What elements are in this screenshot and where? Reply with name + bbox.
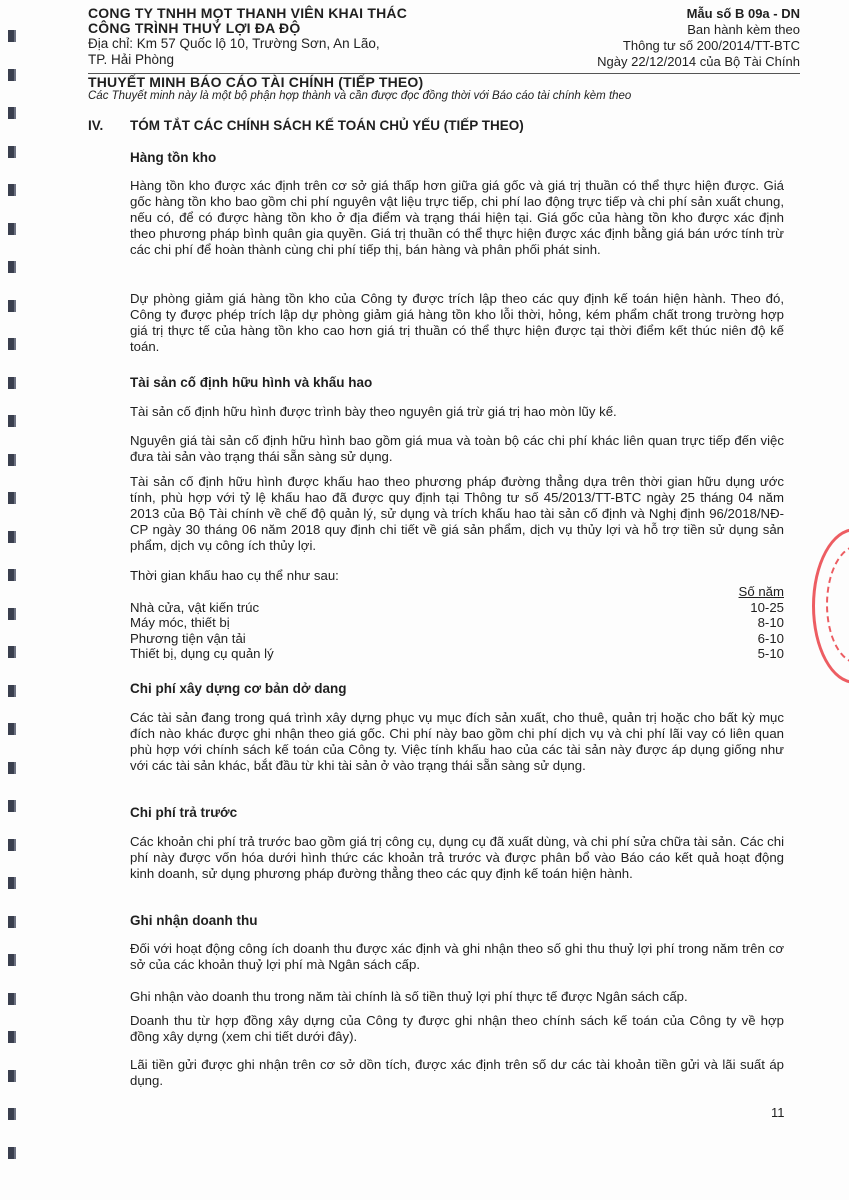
issued-with: Ban hành kèm theo	[687, 22, 800, 37]
paragraph-inventory-1: Hàng tồn kho được xác định trên cơ sở giá thấp hơn giữa giá gốc và giá trị thuần có thể thực hiện được. Giá gốc hàng tồn kho bao gồm chi phí nguyên vật liệu trực tiếp, chi phí lao động trực tiếp và chi phí sản xuất chung, nếu có, để có được hàng tồn kho ở địa điểm và trạng thái hiện tại. Giá gốc của hàng tồn kho được xác định theo phương pháp bình quân gia quyền. Giá trị thuần có thể thực hiện được xác định bằng giá bán ước tính trừ các chi phí để hoàn thành cùng chi phí tiếp thị, bán hàng và phân phối phát sinh.	[130, 178, 784, 257]
document-title: THUYẾT MINH BÁO CÁO TÀI CHÍNH (TIẾP THEO)	[88, 74, 424, 90]
paragraph-fixed-assets-3: Tài sản cố định hữu hình được khấu hao theo phương pháp đường thẳng dựa trên thời gian hữu dụng ước tính, phù hợp với tỷ lệ khấu hao đã được quy định tại Thông tư số 45/2013/TT-BTC ngày 25 tháng 04 năm 2013 của Bộ Tài chính về chế độ quản lý, sử dụng và trích khấu hao tài sản cố định và Nghị định 96/2018/NĐ-CP ngày 30 tháng 06 năm 2018 quy định chi tiết về giá sản phẩm, dịch vụ thủy lợi và hỗ trợ tiền sử dụng sản phẩm, dịch vụ công ích thủy lợi.	[130, 474, 784, 553]
row-years: 6-10	[757, 630, 784, 646]
row-label: Phương tiện vận tải	[130, 630, 246, 646]
form-number: Mẫu số B 09a - DN	[686, 6, 800, 21]
paragraph-fixed-assets-2: Nguyên giá tài sản cố định hữu hình bao gồm giá mua và toàn bộ các chi phí khác liên quan trực tiếp đến việc đưa tài sản vào trạng thái sẵn sàng sử dụng.	[130, 433, 784, 464]
document-header	[88, 6, 800, 70]
paragraph-inventory-2: Dự phòng giảm giá hàng tồn kho của Công ty được trích lập theo các quy định kế toán hiện hành. Theo đó, Công ty được phép trích lập dự phòng giảm giá hàng tồn kho lỗi thời, hỏng, kém phẩm chất trong trường hợp giá trị thực tế của hàng tồn kho cao hơn giá trị thuần có thể thực hiện được tại thời điểm kết thúc niên độ kế toán.	[130, 291, 784, 354]
heading-revenue: Ghi nhận doanh thu	[130, 913, 258, 928]
row-years: 5-10	[757, 646, 784, 661]
section-title: TÓM TẮT CÁC CHÍNH SÁCH KẾ TOÁN CHỦ YẾU (TIẾP THEO)	[130, 118, 524, 133]
page-number: 11	[771, 1105, 785, 1120]
heading-construction: Chi phí xây dựng cơ bản dở dang	[130, 681, 347, 696]
paragraph-revenue-4: Lãi tiền gửi được ghi nhận trên cơ sở dồn tích, được xác định trên số dư các tài khoản tiền gửi và lãi suất áp dụng.	[130, 1057, 784, 1088]
row-label: Nhà cửa, vật kiến trúc	[130, 599, 260, 615]
heading-prepaid: Chi phí trả trước	[130, 805, 238, 820]
company-address-line2: TP. Hải Phòng	[88, 52, 175, 67]
document-subtitle: Các Thuyết minh này là một bộ phận hợp thành và cần được đọc đồng thời với Báo cáo tài chính kèm theo	[88, 90, 632, 102]
circular-number: Thông tư số 200/2014/TT-BTC	[622, 38, 800, 53]
section-number: IV.	[88, 118, 104, 133]
paragraph-revenue-1: Đối với hoạt động công ích doanh thu được xác định và ghi nhận theo số ghi thu thuỷ lợi phí trong năm trên cơ sở của các khoản thuỷ lợi phí mà Ngân sách cấp.	[130, 941, 784, 972]
paragraph-fixed-assets-1: Tài sản cố định hữu hình được trình bày theo nguyên giá trừ giá trị hao mòn lũy kế.	[130, 404, 617, 419]
table-row	[130, 631, 784, 647]
binder-holes	[8, 30, 22, 1185]
paragraph-prepaid-1: Các khoản chi phí trả trước bao gồm giá trị công cụ, dụng cụ đã xuất dùng, và chi phí sửa chữa tài sản. Các chi phí này được vốn hóa dưới hình thức các khoản trả trước và được phân bổ vào Báo cáo kết quả hoạt động kinh doanh, sử dụng phương pháp đường thẳng theo các quy định kế toán hiện hành.	[130, 834, 784, 881]
paragraph-revenue-3: Doanh thu từ hợp đồng xây dựng của Công ty được ghi nhận theo chính sách kế toán của Công ty về hợp đồng xây dựng (xem chi tiết dưới đây).	[130, 1013, 784, 1044]
row-label: Thiết bị, dụng cụ quản lý	[130, 646, 274, 661]
company-name-line1: CONG TY TNHH MỌT THANH VIÊN KHAI THÁC	[88, 5, 408, 21]
paragraph-revenue-2: Ghi nhận vào doanh thu trong năm tài chính là số tiền thuỷ lợi phí thực tế được Ngân sách cấp.	[130, 989, 688, 1004]
company-name-line2: CÔNG TRÌNH THUỶ LỢI ĐA ĐỘ	[88, 20, 301, 36]
table-row	[130, 600, 784, 616]
table-row	[130, 646, 784, 662]
section-heading	[88, 118, 524, 133]
paragraph-construction-1: Các tài sản đang trong quá trình xây dựng phục vụ mục đích sản xuất, cho thuê, quản trị hoặc cho bất kỳ mục đích nào khác được ghi nhận theo giá gốc. Chi phí này bao gồm chi phí dịch vụ và chi phí lãi vay có liên quan phù hợp với chính sách kế toán của Công ty. Việc tính khấu hao của các tài sản này được áp dụng giống như với các tài sản khác, bắt đầu từ khi tài sản ở vào trạng thái sẵn sàng sử dụng.	[130, 710, 784, 773]
row-label: Máy móc, thiết bị	[130, 615, 230, 630]
table-row	[130, 615, 784, 631]
heading-fixed-assets: Tài sản cố định hữu hình và khấu hao	[130, 375, 373, 390]
company-address-line1: Địa chỉ: Km 57 Quốc lộ 10, Trường Sơn, An Lão,	[88, 36, 380, 51]
depreciation-table	[130, 584, 784, 662]
heading-inventory: Hàng tồn kho	[130, 150, 217, 165]
circular-date: Ngày 22/12/2014 của Bộ Tài Chính	[597, 54, 800, 69]
row-years: 10-25	[750, 599, 784, 615]
row-years: 8-10	[757, 615, 784, 630]
paragraph-fixed-assets-4: Thời gian khấu hao cụ thể như sau:	[130, 568, 339, 583]
depreciation-col-header: Số năm	[738, 584, 784, 599]
